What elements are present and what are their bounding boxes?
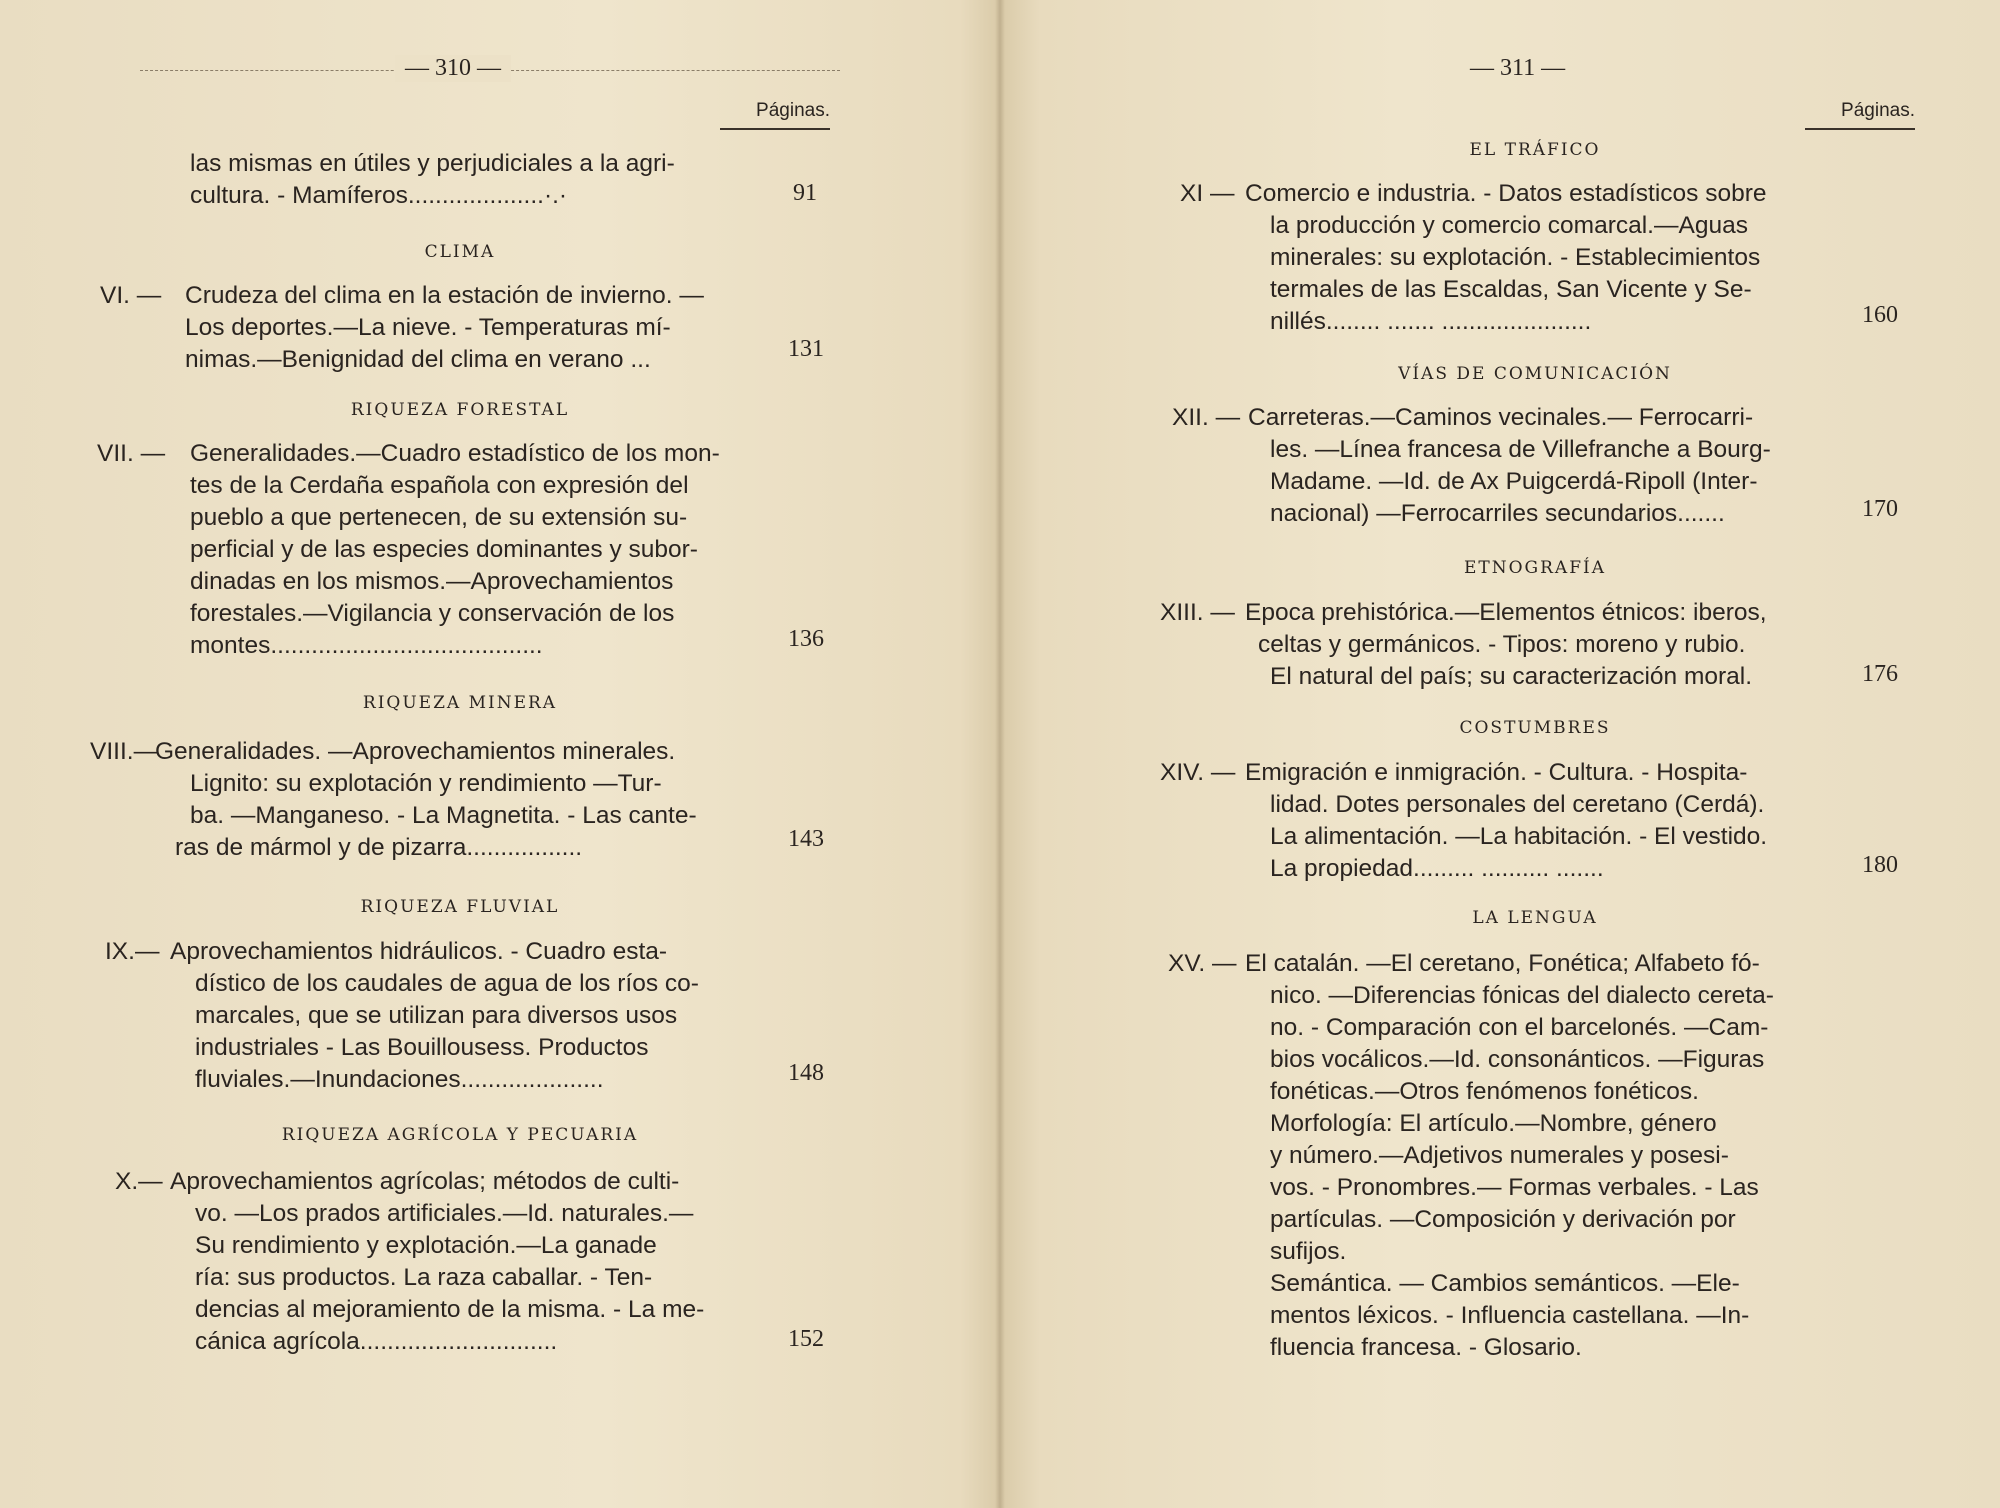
toc-page-number: 143: [788, 826, 824, 852]
chapter-numeral: IX.—: [105, 938, 160, 965]
toc-page-number: 160: [1862, 302, 1898, 328]
toc-line: perficial y de las especies dominantes y subor-: [190, 536, 698, 563]
toc-line: La propiedad......... .......... .......: [1270, 855, 1604, 882]
toc-page-number: 136: [788, 626, 824, 652]
toc-line: mentos léxicos. - Influencia castellana. —In-: [1270, 1302, 1750, 1329]
toc-page-number: 91: [793, 180, 817, 206]
toc-line: les. —Línea francesa de Villefranche a Bourg-: [1270, 436, 1771, 463]
toc-page-number: 131: [788, 336, 824, 362]
section-heading-el-trafico: EL TRÁFICO: [1469, 140, 1601, 160]
toc-line: Semántica. — Cambios semánticos. —Ele-: [1270, 1270, 1740, 1297]
toc-line: minerales: su explotación. - Establecimientos: [1270, 244, 1761, 271]
toc-line: Generalidades. —Aprovechamientos minerales.: [155, 738, 676, 765]
toc-page-number: 180: [1862, 852, 1898, 878]
section-heading-riqueza-fluvial: RIQUEZA FLUVIAL: [360, 897, 560, 917]
toc-line: las mismas en útiles y perjudiciales a la agri-: [190, 150, 675, 177]
toc-line: dinadas en los mismos.—Aprovechamientos: [190, 568, 674, 595]
chapter-numeral: XV. —: [1168, 950, 1237, 977]
toc-line: Los deportes.—La nieve. - Temperaturas mí-: [185, 314, 671, 341]
toc-line: fluencia francesa. - Glosario.: [1270, 1334, 1582, 1361]
toc-line: Lignito: su explotación y rendimiento —Tur-: [190, 770, 662, 797]
chapter-numeral: VII. —: [97, 440, 166, 467]
section-heading-vias-de-comunicacion: VÍAS DE COMUNICACIÓN: [1398, 364, 1672, 384]
toc-line: tes de la Cerdaña española con expresión del: [190, 472, 689, 499]
toc-line: vos. - Pronombres.— Formas verbales. - Las: [1270, 1174, 1759, 1201]
toc-line: cánica agrícola.............................: [195, 1328, 558, 1355]
page-number-310: — 310 —: [395, 55, 511, 82]
toc-line: cultura. - Mamíferos....................·.·: [190, 182, 568, 209]
toc-line: marcales, que se utilizan para diversos usos: [195, 1002, 678, 1029]
toc-line: Aprovechamientos agrícolas; métodos de culti-: [170, 1168, 680, 1195]
toc-line: nacional) —Ferrocarriles secundarios.......: [1270, 500, 1725, 527]
toc-line: Crudeza del clima en la estación de invierno. —: [185, 282, 704, 309]
toc-line: no. - Comparación con el barcelonés. —Cam-: [1270, 1014, 1769, 1041]
toc-page-number: 170: [1862, 496, 1898, 522]
section-heading-etnografia: ETNOGRAFÍA: [1463, 558, 1606, 578]
toc-line: vo. —Los prados artificiales.—Id. naturales.—: [195, 1200, 694, 1227]
chapter-numeral: XIII. —: [1160, 599, 1235, 626]
chapter-numeral: X.—: [115, 1168, 163, 1195]
section-heading-riqueza-forestal: RIQUEZA FORESTAL: [350, 400, 570, 420]
chapter-numeral: VIII.—: [90, 738, 159, 765]
section-heading-costumbres: COSTUMBRES: [1459, 718, 1611, 738]
paginas-label: Páginas.: [720, 100, 830, 130]
toc-line: la producción y comercio comarcal.—Aguas: [1270, 212, 1748, 239]
toc-line: La alimentación. —La habitación. - El vestido.: [1270, 823, 1768, 850]
right-page: [1000, 0, 2000, 1508]
toc-line: Carreteras.—Caminos vecinales.— Ferrocarri-: [1248, 404, 1754, 431]
chapter-numeral: VI. —: [100, 282, 162, 309]
toc-line: lidad. Dotes personales del ceretano (Cerdá).: [1270, 791, 1765, 818]
toc-page-number: 176: [1862, 661, 1898, 687]
section-heading-riqueza-minera: RIQUEZA MINERA: [362, 693, 558, 713]
toc-line: nico. —Diferencias fónicas del dialecto cereta-: [1270, 982, 1774, 1009]
toc-line: sufijos.: [1270, 1238, 1347, 1265]
chapter-numeral: XIV. —: [1160, 759, 1236, 786]
toc-line: Madame. —Id. de Ax Puigcerdá-Ripoll (Inter-: [1270, 468, 1758, 495]
toc-line: dencias al mejoramiento de la misma. - La me-: [195, 1296, 705, 1323]
toc-line: ras de mármol y de pizarra.................: [175, 834, 583, 861]
toc-line: Emigración e inmigración. - Cultura. - Hospita-: [1245, 759, 1748, 786]
toc-line: ba. —Manganeso. - La Magnetita. - Las cante-: [190, 802, 697, 829]
toc-line: bios vocálicos.—Id. consonánticos. —Figuras: [1270, 1046, 1765, 1073]
toc-line: termales de las Escaldas, San Vicente y Se-: [1270, 276, 1752, 303]
page-number-311: — 311 —: [1470, 55, 1566, 81]
toc-line: pueblo a que pertenecen, de su extensión su-: [190, 504, 688, 531]
toc-page-number: 152: [788, 1326, 824, 1352]
toc-line: Su rendimiento y explotación.—La ganade: [195, 1232, 657, 1259]
toc-line: nillés........ ....... ......................: [1270, 308, 1592, 335]
toc-line: industriales - Las Bouillousess. Productos: [195, 1034, 649, 1061]
toc-line: Morfología: El artículo.—Nombre, género: [1270, 1110, 1717, 1137]
toc-line: Comercio e industria. - Datos estadísticos sobre: [1245, 180, 1767, 207]
toc-line: Generalidades.—Cuadro estadístico de los mon-: [190, 440, 720, 467]
paginas-label: Páginas.: [1805, 100, 1915, 130]
toc-line: partículas. —Composición y derivación por: [1270, 1206, 1736, 1233]
section-heading-clima: CLIMA: [424, 242, 496, 262]
toc-line: fonéticas.—Otros fenómenos fonéticos.: [1270, 1078, 1699, 1105]
toc-line: celtas y germánicos. - Tipos: moreno y rubio.: [1258, 631, 1746, 658]
toc-line: ría: sus productos. La raza caballar. - Ten-: [195, 1264, 653, 1291]
toc-page-number: 148: [788, 1060, 824, 1086]
chapter-numeral: XI —: [1180, 180, 1235, 207]
toc-line: y número.—Adjetivos numerales y posesi-: [1270, 1142, 1729, 1169]
toc-line: nimas.—Benignidad del clima en verano ...: [185, 346, 651, 373]
toc-line: El natural del país; su caracterización moral.: [1270, 663, 1753, 690]
toc-line: forestales.—Vigilancia y conservación de los: [190, 600, 675, 627]
toc-line: dístico de los caudales de agua de los ríos co-: [195, 970, 699, 997]
toc-line: El catalán. —El ceretano, Fonética; Alfabeto fó-: [1245, 950, 1760, 977]
section-heading-riqueza-agricola: RIQUEZA AGRÍCOLA Y PECUARIA: [281, 1125, 639, 1145]
chapter-numeral: XII. —: [1172, 404, 1241, 431]
section-heading-la-lengua: LA LENGUA: [1472, 908, 1598, 928]
toc-line: Aprovechamientos hidráulicos. - Cuadro esta-: [170, 938, 668, 965]
toc-line: Epoca prehistórica.—Elementos étnicos: iberos,: [1245, 599, 1767, 626]
toc-line: fluviales.—Inundaciones.....................: [195, 1066, 604, 1093]
toc-line: montes........................................: [190, 632, 543, 659]
